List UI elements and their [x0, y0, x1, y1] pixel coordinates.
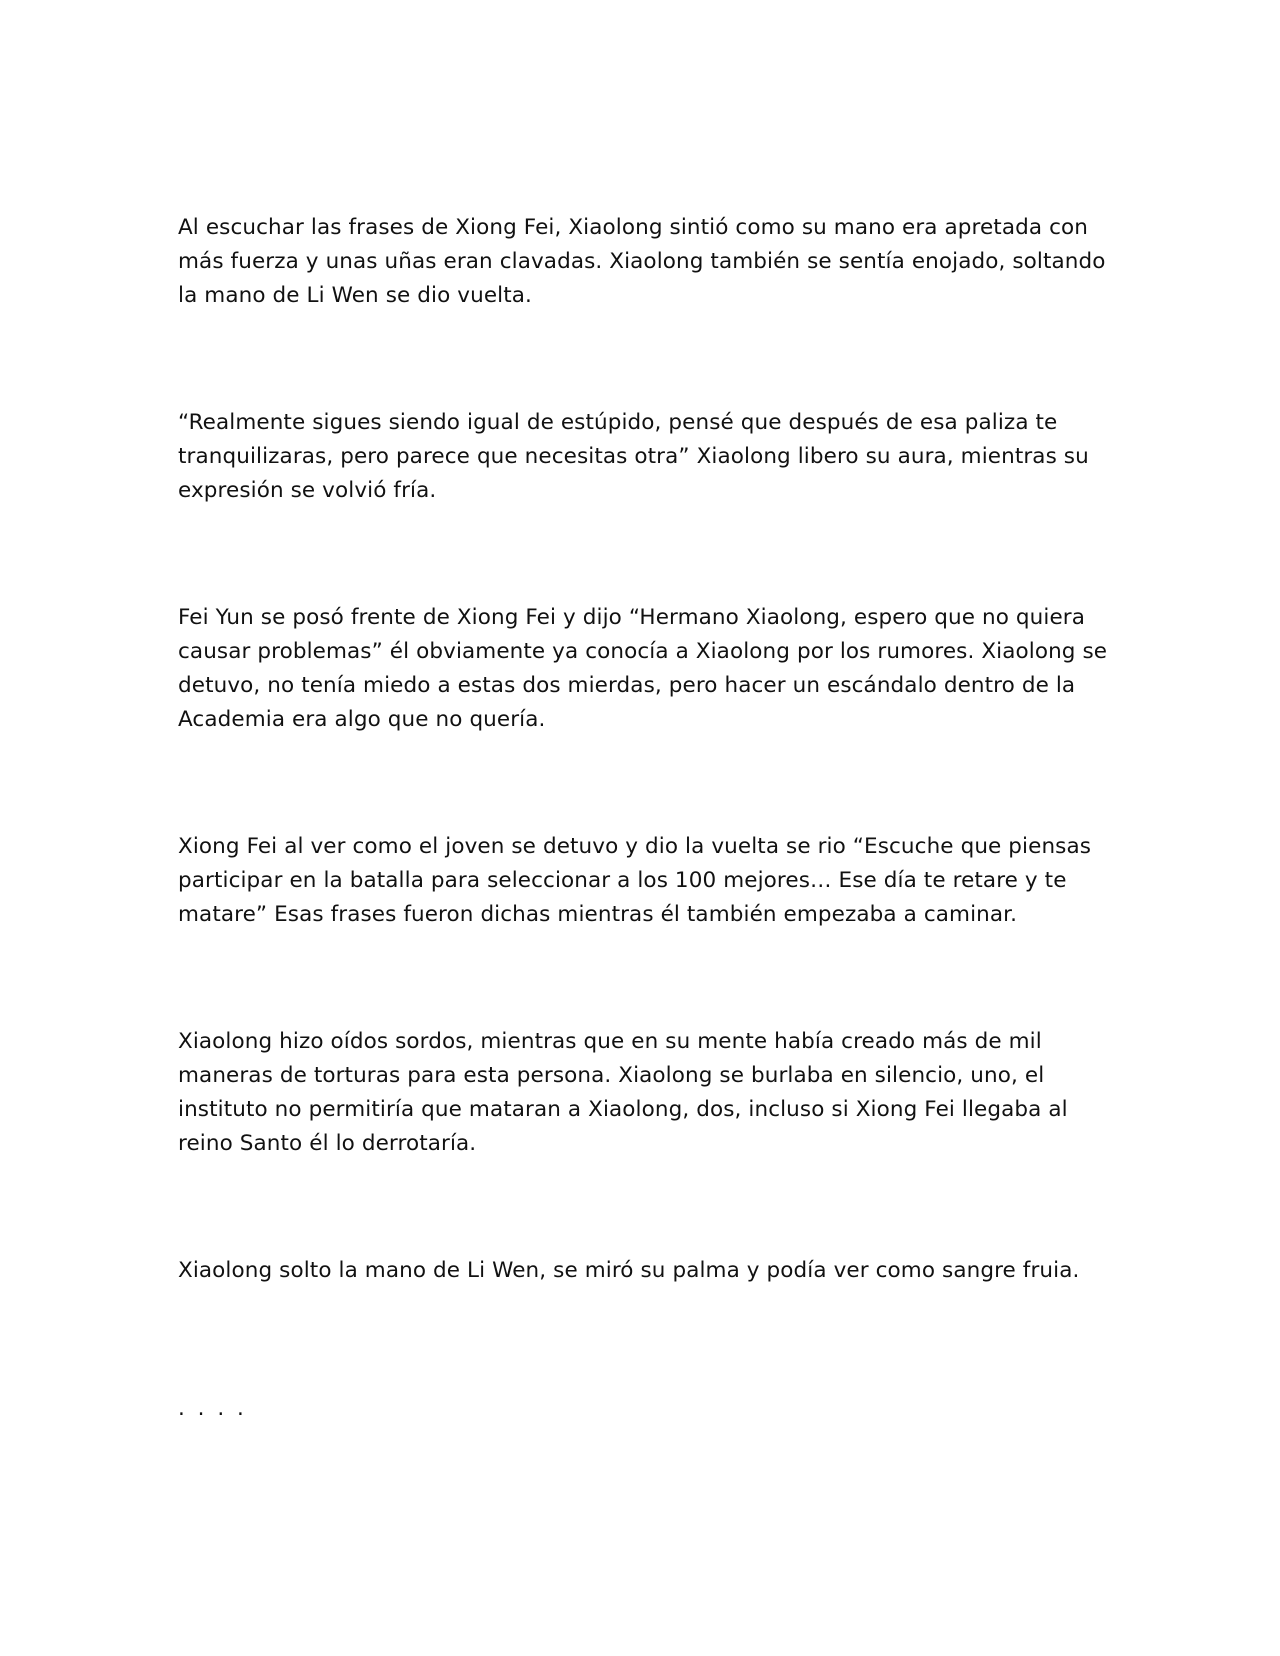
paragraph-6: Xiaolong solto la mano de Li Wen, se miró su palma y podía ver como sangre fruia.	[178, 1258, 1080, 1283]
ellipsis-separator: . . . .	[178, 1396, 247, 1421]
paragraph-1: Al escuchar las frases de Xiong Fei, Xiaolong sintió como su mano era apretada con más fuerza y unas uñas eran clavadas. Xiaolong también se sentía enojado, soltando la mano de Li Wen se dio vuelta.	[178, 215, 1106, 308]
paragraph-2: “Realmente sigues siendo igual de estúpido, pensé que después de esa paliza te tranquilizaras, pero parece que necesitas otra” Xiaolong libero su aura, mientras su expresión se volvió fría.	[178, 410, 1089, 503]
paragraph-3: Fei Yun se posó frente de Xiong Fei y dijo “Hermano Xiaolong, espero que no quiera causar problemas” él obviamente ya conocía a Xiaolong por los rumores. Xiaolong se detuvo, no tenía miedo a estas dos mierdas, pero hacer un escándalo dentro de la Academia era algo que no quería.	[178, 605, 1108, 732]
paragraph-5: Xiaolong hizo oídos sordos, mientras que en su mente había creado más de mil maneras de torturas para esta persona. Xiaolong se burlaba en silencio, uno, el instituto no permitiría que mataran a Xiaolong, dos, incluso si Xiong Fei llegaba al reino Santo él lo derrotaría.	[178, 1029, 1068, 1156]
paragraph-4: Xiong Fei al ver como el joven se detuvo y dio la vuelta se rio “Escuche que piensas participar en la batalla para seleccionar a los 100 mejores… Ese día te retare y te matare” Esas frases fueron dichas mientras él también empezaba a caminar.	[178, 834, 1092, 927]
